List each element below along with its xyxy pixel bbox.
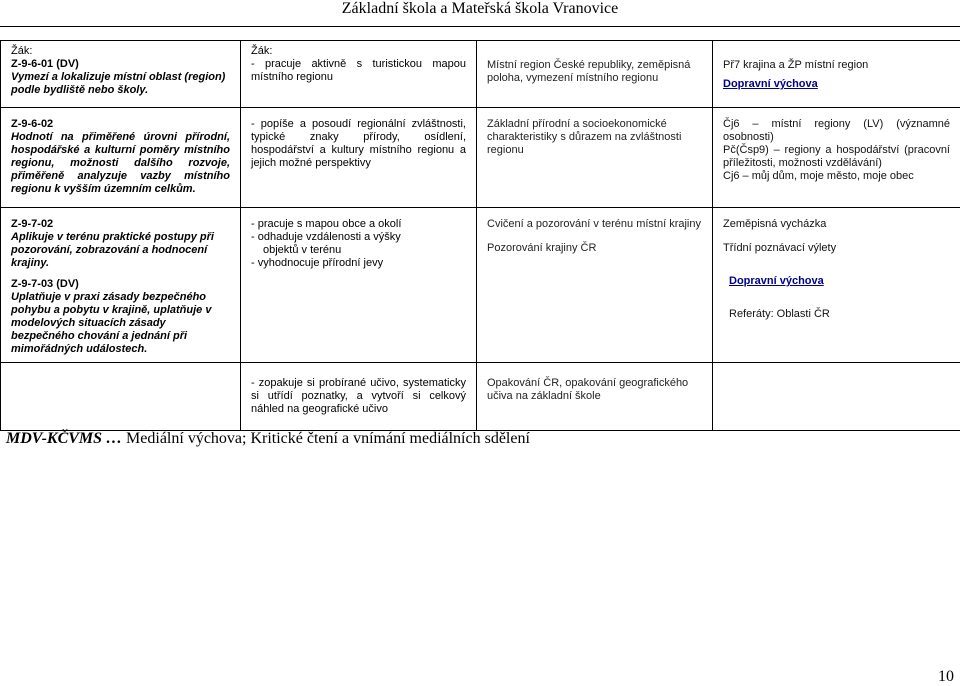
content-cell [477, 363, 713, 431]
theme-code: MDV-KČVMS … [6, 430, 123, 447]
table-row [1, 363, 960, 431]
content-item: Cvičení a pozorování v terénu místní krajiny [487, 218, 701, 230]
table-row [1, 108, 960, 208]
activity-item: objektů v terénu [263, 244, 342, 256]
links-cell [713, 208, 960, 363]
activity-item: - pracuje aktivně s turistickou mapou místního regionu [251, 58, 466, 83]
content-item: Místní region České republiky, zeměpisná poloha, vymezení místního regionu [487, 59, 691, 84]
activity-item: - popíše a posoudí regionální zvláštnosti, typické znaky přírody, osídlení, hospodářství a kultury místního regionu a jejich možné perspektivy [251, 118, 466, 169]
content-item: Pozorování krajiny ČR [487, 242, 597, 254]
header-divider [0, 26, 960, 27]
pupil-label: Žák: [11, 45, 33, 57]
activity-item: - odhaduje vzdálenosti a výšky [251, 231, 401, 243]
theme-text: Mediální výchova; Kritické čtení a vnímání mediálních sdělení [122, 430, 530, 447]
outcome-cell [1, 108, 241, 208]
outcome-text: Aplikuje v terénu praktické postupy při pozorování, zobrazování a hodnocení krajiny. [11, 231, 214, 269]
link-dopravni-vychova[interactable]: Dopravní výchova [723, 78, 818, 90]
links-item: Př7 krajina a ŽP místní region [723, 59, 869, 71]
outcome-code: Z-9-6-01 (DV) [11, 58, 79, 70]
links-item: Čj6 – místní regiony (LV) (významné osobnosti) [723, 118, 950, 143]
activity-item: - zopakuje si probírané učivo, systematicky si utřídí poznatky, a vytvoří si celkový náhled na geografické učivo [251, 377, 466, 415]
page-number: 10 [938, 668, 954, 685]
activity-cell [241, 108, 477, 208]
links-item: Cj6 – můj dům, moje město, moje obec [723, 170, 914, 182]
table-row [1, 41, 960, 108]
activity-cell [241, 363, 477, 431]
content-cell [477, 208, 713, 363]
pupil-label: Žák: [251, 45, 273, 57]
activity-item: - vyhodnocuje přírodní jevy [251, 257, 384, 269]
cross-curricular-theme [6, 430, 530, 448]
links-cell [713, 108, 960, 208]
outcome-text: Uplatňuje v praxi zásady bezpečného pohybu a pobytu v krajině, uplatňuje v modelových situacích zásady bezpečného chování a jednání při mimořádných událostech. [11, 291, 212, 355]
links-cell [713, 363, 960, 431]
content-cell [477, 108, 713, 208]
table-row [1, 208, 960, 363]
outcome-text: Hodnotí na přiměřené úrovni přírodní, hospodářské a kulturní poměry místního regionu, možnosti dalšího rozvoje, přiměřeně analyzuje vazby místního regionu k vyšším územním celkům. [11, 131, 230, 195]
links-item: Pč(Čsp9) – regiony a hospodářství (pracovní příležitosti, možnosti vzdělávání) [723, 144, 950, 169]
outcome-code: Z-9-7-02 [11, 218, 54, 230]
outcome-code: Z-9-6-02 [11, 118, 54, 130]
links-item: Zeměpisná vycházka [723, 218, 827, 230]
links-item: Třídní poznávací výlety [723, 242, 837, 254]
links-item: Referáty: Oblasti ČR [729, 308, 830, 320]
school-title: Základní škola a Mateřská škola Vranovice [341, 0, 619, 17]
content-item: Opakování ČR, opakování geografického učiva na základní škole [487, 377, 689, 402]
outcome-cell [1, 363, 241, 431]
activity-cell [241, 41, 477, 108]
content-item: Základní přírodní a socioekonomické charakteristiky s důrazem na zvláštnosti regionu [487, 118, 682, 156]
outcome-code: Z-9-7-03 (DV) [11, 278, 79, 290]
links-cell [713, 41, 960, 108]
outcome-cell [1, 208, 241, 363]
page-header [0, 0, 960, 21]
outcome-text: Vymezí a lokalizuje místní oblast (region) podle bydliště nebo školy. [11, 71, 226, 96]
link-dopravni-vychova[interactable]: Dopravní výchova [729, 275, 824, 287]
activity-cell [241, 208, 477, 363]
curriculum-table [0, 40, 960, 431]
outcome-cell [1, 41, 241, 108]
activity-item: - pracuje s mapou obce a okolí [251, 218, 402, 230]
content-cell [477, 41, 713, 108]
